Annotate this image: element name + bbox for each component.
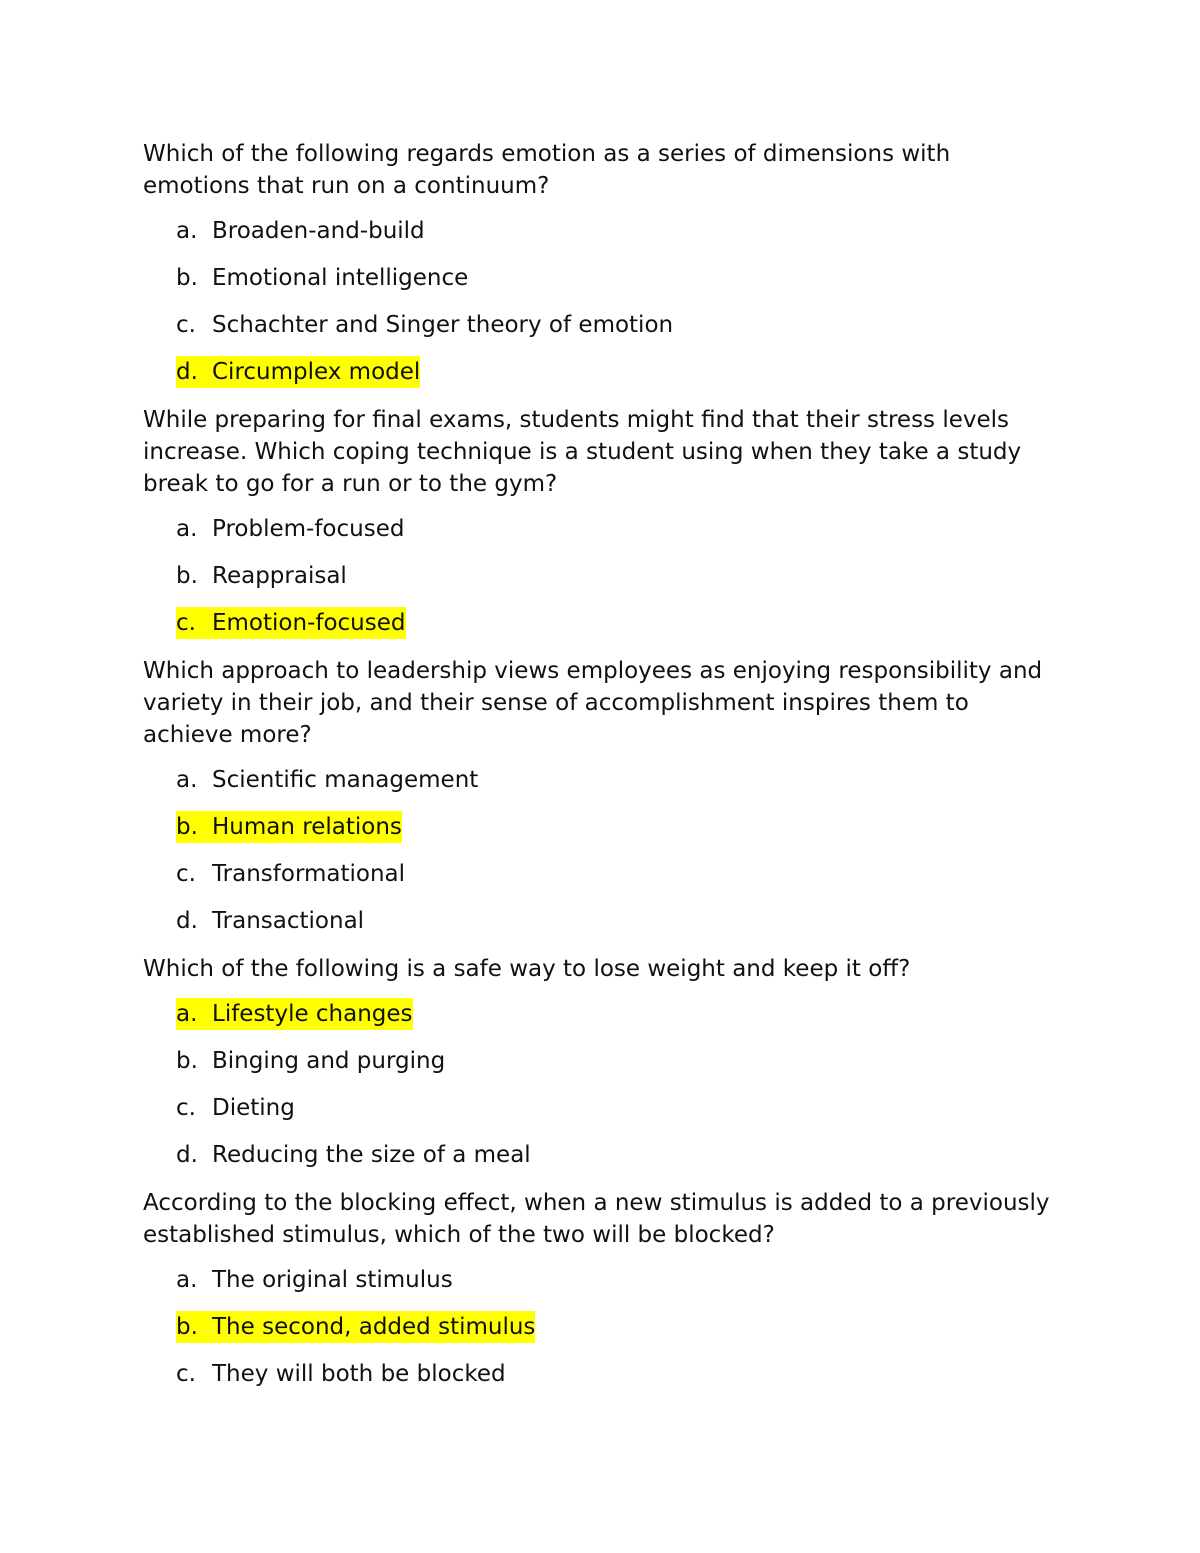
- option-letter: b.: [176, 1048, 198, 1074]
- question-list: [143, 138, 1063, 1390]
- question-text: Which of the following regards emotion as a series of dimensions with emotions that run on a continuum?: [143, 141, 951, 199]
- answer-content: [176, 215, 425, 247]
- answer-option-correct: [143, 811, 1063, 843]
- option-letter: a.: [176, 1267, 198, 1293]
- answer-option-correct: [143, 998, 1063, 1030]
- answer-option-correct: [143, 356, 1063, 388]
- option-list: [143, 998, 1063, 1171]
- answer-content: [176, 858, 405, 890]
- option-letter: b.: [176, 563, 198, 589]
- option-text: Reappraisal: [212, 563, 347, 589]
- answer-option: [143, 309, 1063, 341]
- option-text: Emotional intelligence: [212, 265, 469, 291]
- answer-option: [143, 1092, 1063, 1124]
- answer-option: [143, 560, 1063, 592]
- answer-option: [143, 513, 1063, 545]
- answer-content: [176, 1092, 295, 1124]
- answer-content: [176, 764, 478, 796]
- option-letter: d.: [176, 1142, 198, 1168]
- question-block: [143, 138, 1063, 388]
- answer-content: [176, 905, 364, 937]
- option-letter: c.: [176, 312, 196, 338]
- answer-option: [143, 764, 1063, 796]
- question-text: Which approach to leadership views employees as enjoying responsibility and variety in their job, and their sense of accomplishment inspires them to achieve more?: [143, 658, 1043, 748]
- option-letter: c.: [176, 861, 196, 887]
- option-list: [143, 764, 1063, 937]
- answer-content: [176, 1358, 506, 1390]
- answer-highlight: [176, 1311, 535, 1343]
- answer-option: [143, 905, 1063, 937]
- option-text: Binging and purging: [212, 1048, 446, 1074]
- question-block: [143, 404, 1063, 639]
- question-block: [143, 655, 1063, 937]
- answer-highlight: [176, 607, 406, 639]
- option-text: They will both be blocked: [212, 1361, 506, 1387]
- option-text: Lifestyle changes: [212, 1001, 413, 1027]
- answer-content: [176, 1139, 531, 1171]
- option-text: Reducing the size of a meal: [212, 1142, 531, 1168]
- option-text: Schachter and Singer theory of emotion: [212, 312, 674, 338]
- question-block: [143, 953, 1063, 1171]
- answer-content: [176, 262, 468, 294]
- option-text: Dieting: [212, 1095, 295, 1121]
- answer-option: [143, 1139, 1063, 1171]
- option-list: [143, 215, 1063, 388]
- answer-content: [176, 513, 404, 545]
- option-letter: d.: [176, 908, 198, 934]
- option-letter: a.: [176, 516, 198, 542]
- option-letter: b.: [176, 814, 198, 840]
- option-letter: c.: [176, 1095, 196, 1121]
- document-page: [143, 138, 1063, 1406]
- option-text: Transformational: [212, 861, 406, 887]
- option-text: Broaden-and-build: [212, 218, 425, 244]
- option-letter: d.: [176, 359, 198, 385]
- question-text: While preparing for final exams, students might find that their stress levels increase. Which coping technique is a student using when they take a study break to go for a run or to the gym?: [143, 407, 1022, 497]
- option-text: The second, added stimulus: [212, 1314, 536, 1340]
- option-letter: b.: [176, 265, 198, 291]
- answer-option: [143, 262, 1063, 294]
- option-letter: a.: [176, 218, 198, 244]
- answer-content: [176, 560, 347, 592]
- answer-option-correct: [143, 607, 1063, 639]
- option-letter: b.: [176, 1314, 198, 1340]
- question-text: Which of the following is a safe way to lose weight and keep it off?: [143, 956, 911, 982]
- answer-option: [143, 1264, 1063, 1296]
- answer-option-correct: [143, 1311, 1063, 1343]
- option-text: Circumplex model: [212, 359, 421, 385]
- option-letter: c.: [176, 1361, 196, 1387]
- answer-option: [143, 1358, 1063, 1390]
- answer-content: [176, 1264, 453, 1296]
- answer-content: [176, 309, 673, 341]
- answer-option: [143, 215, 1063, 247]
- answer-highlight: [176, 356, 420, 388]
- answer-highlight: [176, 998, 413, 1030]
- option-letter: c.: [176, 610, 196, 636]
- answer-highlight: [176, 811, 402, 843]
- option-list: [143, 1264, 1063, 1390]
- question-block: [143, 1187, 1063, 1390]
- question-text: According to the blocking effect, when a new stimulus is added to a previously established stimulus, which of the two will be blocked?: [143, 1190, 1050, 1248]
- answer-option: [143, 858, 1063, 890]
- option-letter: a.: [176, 767, 198, 793]
- option-list: [143, 513, 1063, 639]
- option-text: Transactional: [212, 908, 365, 934]
- option-text: Human relations: [212, 814, 402, 840]
- option-letter: a.: [176, 1001, 198, 1027]
- option-text: Emotion-focused: [212, 610, 406, 636]
- option-text: Problem-focused: [212, 516, 405, 542]
- answer-content: [176, 1045, 445, 1077]
- option-text: The original stimulus: [212, 1267, 453, 1293]
- answer-option: [143, 1045, 1063, 1077]
- option-text: Scientific management: [212, 767, 479, 793]
